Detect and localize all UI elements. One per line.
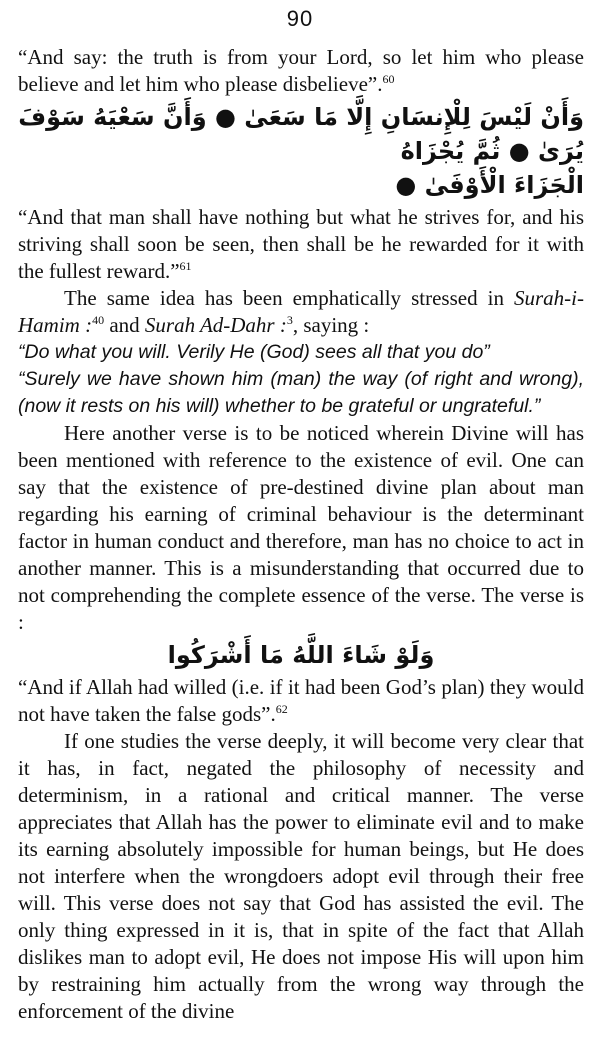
para1-mid: and (104, 313, 145, 337)
quote-if-allah-had-willed (18, 674, 584, 728)
surah-ad-dahr-ref: 3 (286, 313, 293, 327)
page-number: 90 (286, 6, 314, 31)
quote1-text: “And say: the truth is from your Lord, so let him who please believe and let him who please disbelieve”. (18, 45, 584, 96)
para1-end: , saying : (292, 313, 370, 337)
paragraph-same-idea (18, 285, 584, 339)
italic-quote-shown-the-way: “Surely we have shown him (man) the way (of right and wrong), (now it rests on his will) whether to be grateful or ungrateful.” (18, 368, 584, 417)
arabic-verse-line-1: وَأَنْ لَيْسَ لِلْإِنسَانِ إِلَّا مَا سَعَىٰ ● وَأَنَّ سَعْيَهُ سَوْفَ يُرَىٰ ● ثُمَّ يُجْزَاهُ (18, 103, 584, 165)
quote-man-strives (18, 204, 584, 285)
arabic-verse-line-2: الْجَزَاءَ الْأَوْفَىٰ ● (395, 171, 584, 199)
quote3-text: “And if Allah had willed (i.e. if it had been God’s plan) they would not have taken the false gods”. (18, 675, 584, 726)
footnote-ref-61: 61 (179, 259, 192, 273)
paragraph-studies-verse: If one studies the verse deeply, it will become very clear that it has, in fact, negated the philosophy of necessity and determinism, in a rational and critical manner. The verse appreciates that Allah has the power to eliminate evil and to make its earning absolutely impossible for human beings, but He does not interfere when the wrongdoers adopt evil through their free will. This verse does not say that God has assisted the evil. The only thing expressed in it is, that in spite of the fact that Allah dislikes man to adopt evil, He does not impose His will upon him by restraining him actually from the wrong way through the enforcement of the divine (18, 729, 584, 1023)
page-body (18, 44, 584, 1025)
surah-hamim-ref: 40 (92, 313, 105, 327)
surah-hamim: Surah-i-Hamim : (18, 286, 584, 337)
arabic-verse-if-allah-willed: وَلَوْ شَاءَ اللَّهُ مَا أَشْرَكُوا (167, 641, 435, 669)
arabic-verse-striving (18, 100, 584, 202)
paragraph-divine-will: Here another verse is to be noticed wherein Divine will has been mentioned with reference to the existence of evil. One can say that the existence of pre-destined divine plan about man regarding his earning of criminal behaviour is the determinant factor in human conduct and therefore, man has no choice to act in another manner. This is a misunderstanding that occurred due to not comprehending the complete essence of the verse. The verse is : (18, 421, 584, 634)
quote2-text: “And that man shall have nothing but what he strives for, and his striving shall soon be seen, then shall be he rewarded for it with the fullest reward.” (18, 205, 584, 283)
para1-start: The same idea has been emphatically stressed in (64, 286, 514, 310)
footnote-ref-62: 62 (275, 702, 288, 716)
surah-ad-dahr: Surah Ad-Dahr : (144, 313, 287, 337)
footnote-ref-60: 60 (382, 72, 395, 86)
quote-truth-from-lord (18, 44, 584, 98)
italic-quote-do-what-you-will: “Do what you will. Verily He (God) sees all that you do” (18, 341, 490, 363)
